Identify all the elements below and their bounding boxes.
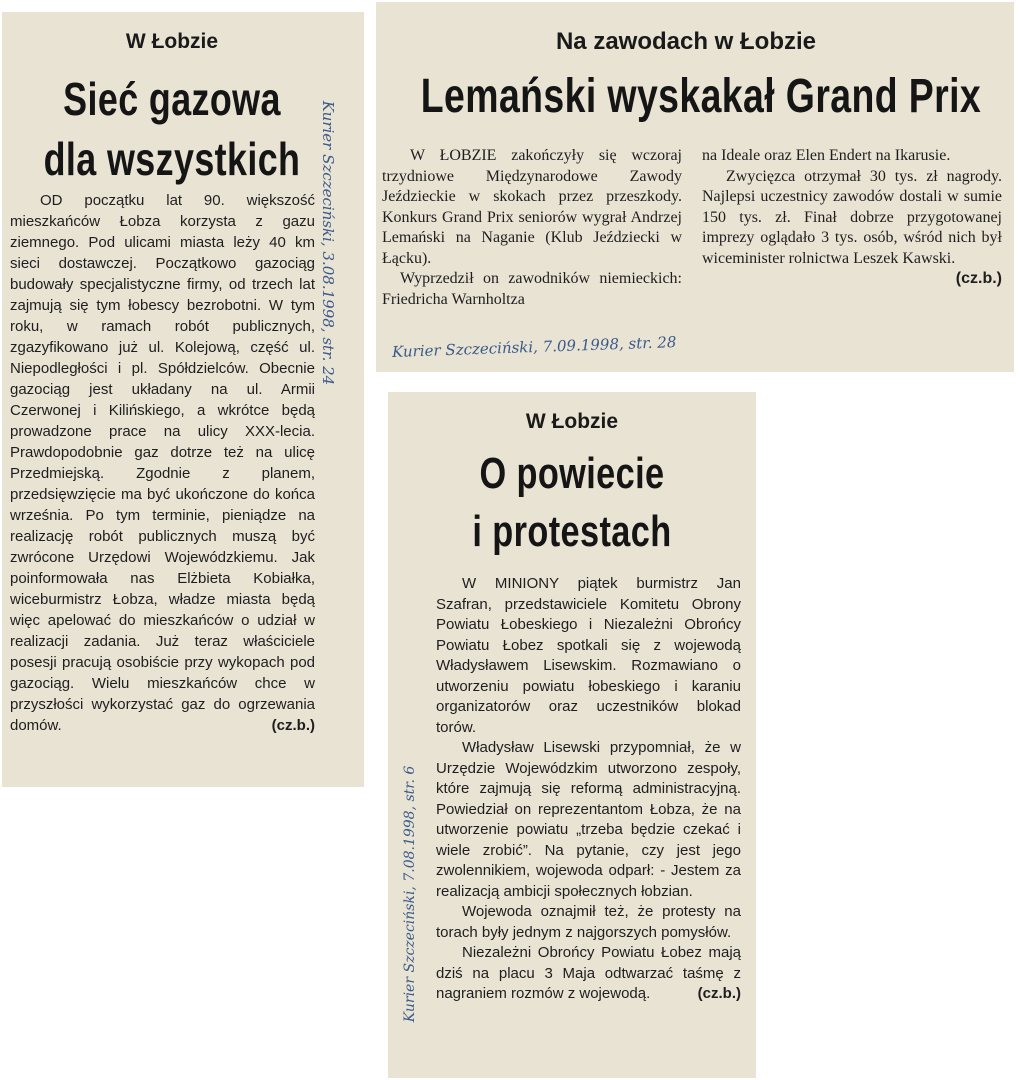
article2-column-2 (702, 146, 1002, 290)
article2-col2-paragraph-1: na Ideale oraz Elen Endert na Ikarusie. (702, 147, 951, 164)
article3-body (436, 574, 741, 1005)
article2-col1-paragraph-2: Wyprzedził on zawodników niemieckich: Friedricha Warnholtza (382, 270, 682, 308)
article3-paragraph-2: Władysław Lisewski przypomniał, że w Urzędzie Wojewódzkim utworzono zespoły, które zajmują się reformą administracyjną. Powiedział on reprezentantom Łobza, że na utworzenie powiatu „trzeba będzie czekać i wiele zrobić”. Na pytanie, czy jest jego zwolennikiem, wojewoda odparł: - Jestem za realizacją ambicji społecznych łobzian. (436, 739, 741, 900)
article3-kicker: W Łobzie (525, 410, 619, 433)
article2-kicker: Na zawodach w Łobzie (555, 28, 817, 55)
article3-handwritten-note: Kurier Szczeciński, 7.08.1998, str. 6 (402, 765, 418, 1023)
article3-paragraph-3: Wojewoda oznajmił też, że protesty na torach były jednym z najgorszych pomysłów. (436, 903, 741, 941)
article2-col2-paragraph-2-text: Zwycięzca otrzymał 30 tys. zł nagrody. Najlepsi uczestnicy zawodów dostali w sumie 150 tys. zł. Finał dobrze przygotowanej imprezy oglądało 3 tys. osób, wśród nich był wiceminister rolnictwa Leszek Kawski. (702, 167, 1002, 267)
article3-headline-line1: O powiecie (479, 449, 665, 498)
article2-column-1 (382, 146, 682, 310)
article2-col2-paragraph-2 (702, 167, 1002, 287)
clipping-gas-network (2, 12, 364, 787)
article1-headline-line1: Sieć gazowa (63, 73, 281, 125)
article3-signature: (cz.b.) (697, 985, 741, 1002)
article2-handwritten-note: Kurier Szczeciński, 7.09.1998, str. 28 (391, 333, 677, 361)
clipping-district-protests (388, 392, 756, 1078)
article1-signature: (cz.b.) (271, 717, 315, 734)
article2-signature: (cz.b.) (955, 270, 1002, 287)
article3-paragraph-4 (436, 943, 741, 1005)
clipping-grand-prix (376, 2, 1014, 372)
article3-paragraph-4-text: Niezależni Obrońcy Powiatu Łobez mają dziś na placu 3 Maja odtwarzać taśmę z nagraniem rozmów z wojewodą. (436, 944, 741, 1002)
article3-headline-line2: i protestach (472, 507, 672, 556)
article2-headline: Lemański wyskakał Grand Prix (420, 70, 982, 123)
article3-paragraph-1: W MINIONY piątek burmistrz Jan Szafran, przedstawiciele Komitetu Obrony Powiatu Łobeskiego i Niezależni Obrońcy Powiatu Łobez spotkali się z wojewodą Władysławem Lisewskim. Rozmawiano o utworzeniu powiatu łobeskiego i karaniu organizatorów oraz uczestników blokad torów. (436, 575, 741, 736)
article1-body (10, 190, 315, 736)
article1-kicker: W Łobzie (125, 30, 219, 53)
article1-headline-line2: dla wszystkich (43, 133, 301, 185)
article1-body-text: OD początku lat 90. większość mieszkańców Łobza korzysta z gazu ziemnego. Pod ulicami miasta leży 40 km sieci dostawczej. Początkowo gazociąg budowały specjalistyczne firmy, od trzech lat zajmują się tym łobescy bezrobotni. W tym roku, w ramach robót publicznych, zgazyfikowano już ul. Kolejową, część ul. Niepodległości i pl. Spółdzielców. Obecnie gazociąg jest układany na ul. Armii Czerwonej i Kilińskiego, a wkrótce będą prowadzone prace na ulicy XXX-lecia. Prawdopodobnie gaz dotrze też na ulicę Przedmiejską. Zgodnie z planem, przedsięwzięcie ma być ukończone do końca września. Po tym terminie, pieniądze na realizację robót publicznych muszą być zwrócone Urzędowi Wojewódzkiemu. Jak poinformowała nas Elżbieta Kobiałka, wiceburmistrz Łobza, władze miasta będą więc apelować do mieszkańców o udział w realizacji zadania. Już teraz właściciele posesji pracują osobiście przy wykopach pod gazociąg. Wielu mieszkańców chce w przyszłości wykorzystać gaz do ogrzewania domów. (10, 192, 315, 734)
article2-col1-paragraph-1: W ŁOBZIE zakończyły się wczoraj trzydniowe Międzynarodowe Zawody Jeździeckie w skokach przez przeszkody. Konkurs Grand Prix seniorów wygrał Andrzej Lemański na Naganie (Klub Jeździecki w Łącku). (382, 147, 682, 267)
article1-handwritten-note: Kurier Szczeciński, 3.08.1998, str. 24 (319, 100, 337, 386)
